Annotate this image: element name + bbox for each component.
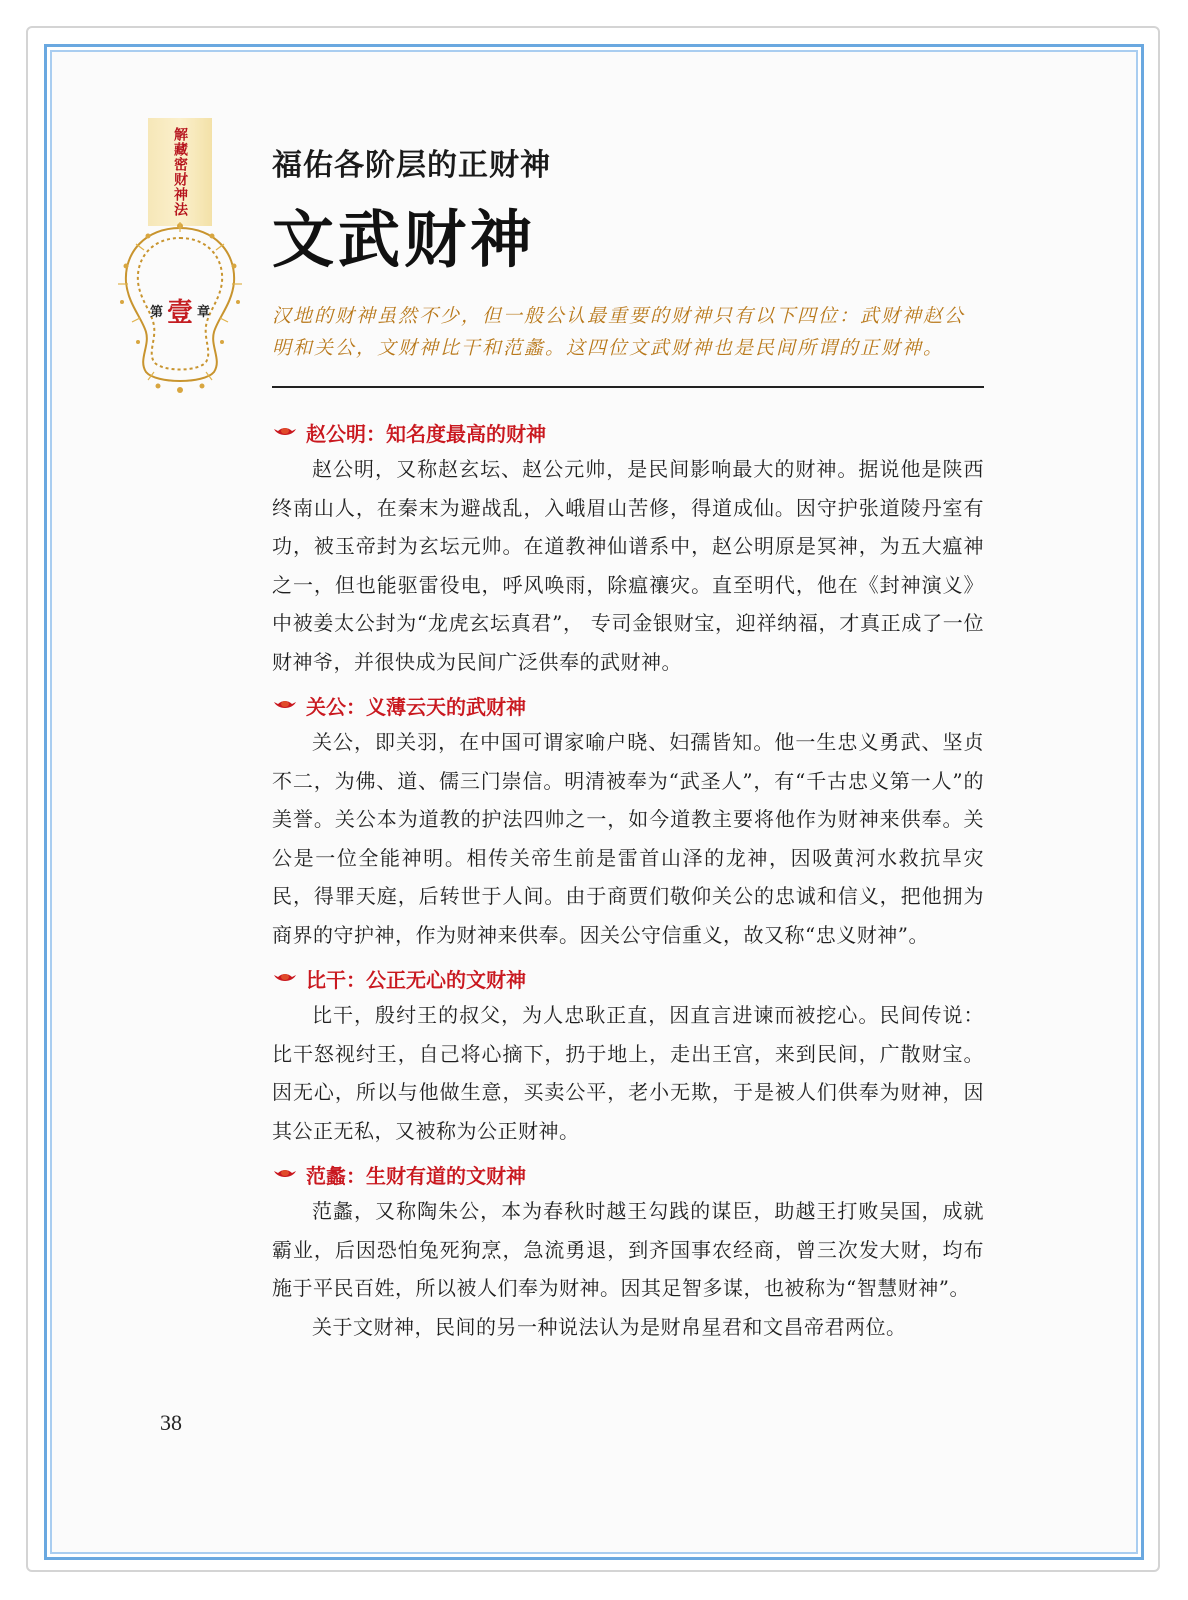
ingot-icon: [272, 1165, 298, 1183]
section-desc: 公正无心的文财神: [366, 967, 526, 992]
section-desc: 义薄云天的武财神: [366, 694, 526, 719]
section-name: 范蠡: [306, 1163, 346, 1188]
section-sep: ：: [346, 1163, 366, 1188]
section-guangong: [272, 687, 984, 954]
chapter-prefix: 第: [149, 304, 163, 320]
section-paragraph: 范蠡，又称陶朱公，本为春秋时越王勾践的谋臣，助越王打败吴国，成就霸业，后因恐怕兔死狗烹，急流勇退，到齐国事农经商，曾三次发大财，均布施于平民百姓，所以被人们奉为财神。因其足智多谋，也被称为“智慧财神”。: [272, 1199, 984, 1300]
divider: [272, 386, 984, 388]
section-fanli: [272, 1156, 984, 1346]
chapter-suffix: 章: [197, 304, 211, 320]
section-paragraph: 比干，殷纣王的叔父，为人忠耿正直，因直言进谏而被挖心。民间传说：比干怒视纣王，自己将心摘下，扔于地上，走出王宫，来到民间，广散财宝。因无心，所以与他做生意，买卖公平，老小无欺，于是被人们供奉为财神，因其公正无私，又被称为公正财神。: [272, 1003, 984, 1143]
chapter-label: [148, 290, 212, 330]
section-paragraph: 赵公明，又称赵玄坛、赵公元帅，是民间影响最大的财神。据说他是陕西终南山人，在秦末为避战乱，入峨眉山苦修，得道成仙。因守护张道陵丹室有功，被玉帝封为玄坛元帅。在道教神仙谱系中，赵公明原是冥神，为五大瘟神之一，但也能驱雷役电，呼风唤雨，除瘟禳灾。直至明代，他在《封神演义》中被姜太公封为“龙虎玄坛真君”， 专司金银财宝，迎祥纳福，才真正成了一位财神爷，并很快成为民间广泛供奉的武财神。: [272, 457, 984, 674]
intro-text: 汉地的财神虽然不少，但一般公认最重要的财神只有以下四位：武财神赵公明和关公，文财神比干和范蠡。这四位文武财神也是民间所谓的正财神。: [272, 305, 966, 359]
page-subtitle: 福佑各阶层的正财神: [272, 148, 551, 183]
chapter-number: 壹: [166, 297, 193, 328]
sections: [272, 414, 984, 1352]
section-desc: 生财有道的文财神: [366, 1163, 526, 1188]
section-bigan: [272, 960, 984, 1150]
ingot-icon: [272, 696, 298, 714]
section-name: 关公: [306, 694, 346, 719]
section-sep: ：: [366, 421, 386, 446]
section-heading: [272, 960, 984, 996]
ingot-icon: [272, 969, 298, 987]
section-name: 比干: [306, 967, 346, 992]
page-title: 文武财神: [272, 203, 537, 276]
page-number: 38: [160, 1410, 182, 1435]
section-paragraph: 关公，即关羽，在中国可谓家喻户晓、妇孺皆知。他一生忠义勇武、坚贞不二，为佛、道、儒三门崇信。明清被奉为“武圣人”，有“千古忠义第一人”的美誉。关公本为道教的护法四帅之一，如今道教主要将他作为财神来供奉。关公是一位全能神明。相传关帝生前是雷首山泽的龙神，因吸黄河水救抗旱灾民，得罪天庭，后转世于人间。由于商贾们敬仰关公的忠诚和信义，把他拥为商界的守护神，作为财神来供奉。因关公守信重义，故又称“忠义财神”。: [272, 730, 984, 947]
section-paragraph: 关于文财神，民间的另一种说法认为是财帛星君和文昌帝君两位。: [312, 1314, 907, 1339]
side-tab-text: 解藏密财神法: [172, 127, 188, 217]
ingot-icon: [272, 423, 298, 441]
section-desc: 知名度最高的财神: [386, 421, 546, 446]
section-heading: [272, 1156, 984, 1192]
section-sep: ：: [346, 694, 366, 719]
side-tab: [148, 118, 212, 226]
section-zhao-gongming: [272, 414, 984, 681]
section-sep: ：: [346, 967, 366, 992]
section-heading: [272, 687, 984, 723]
section-heading: [272, 414, 984, 450]
section-name: 赵公明: [306, 421, 366, 446]
